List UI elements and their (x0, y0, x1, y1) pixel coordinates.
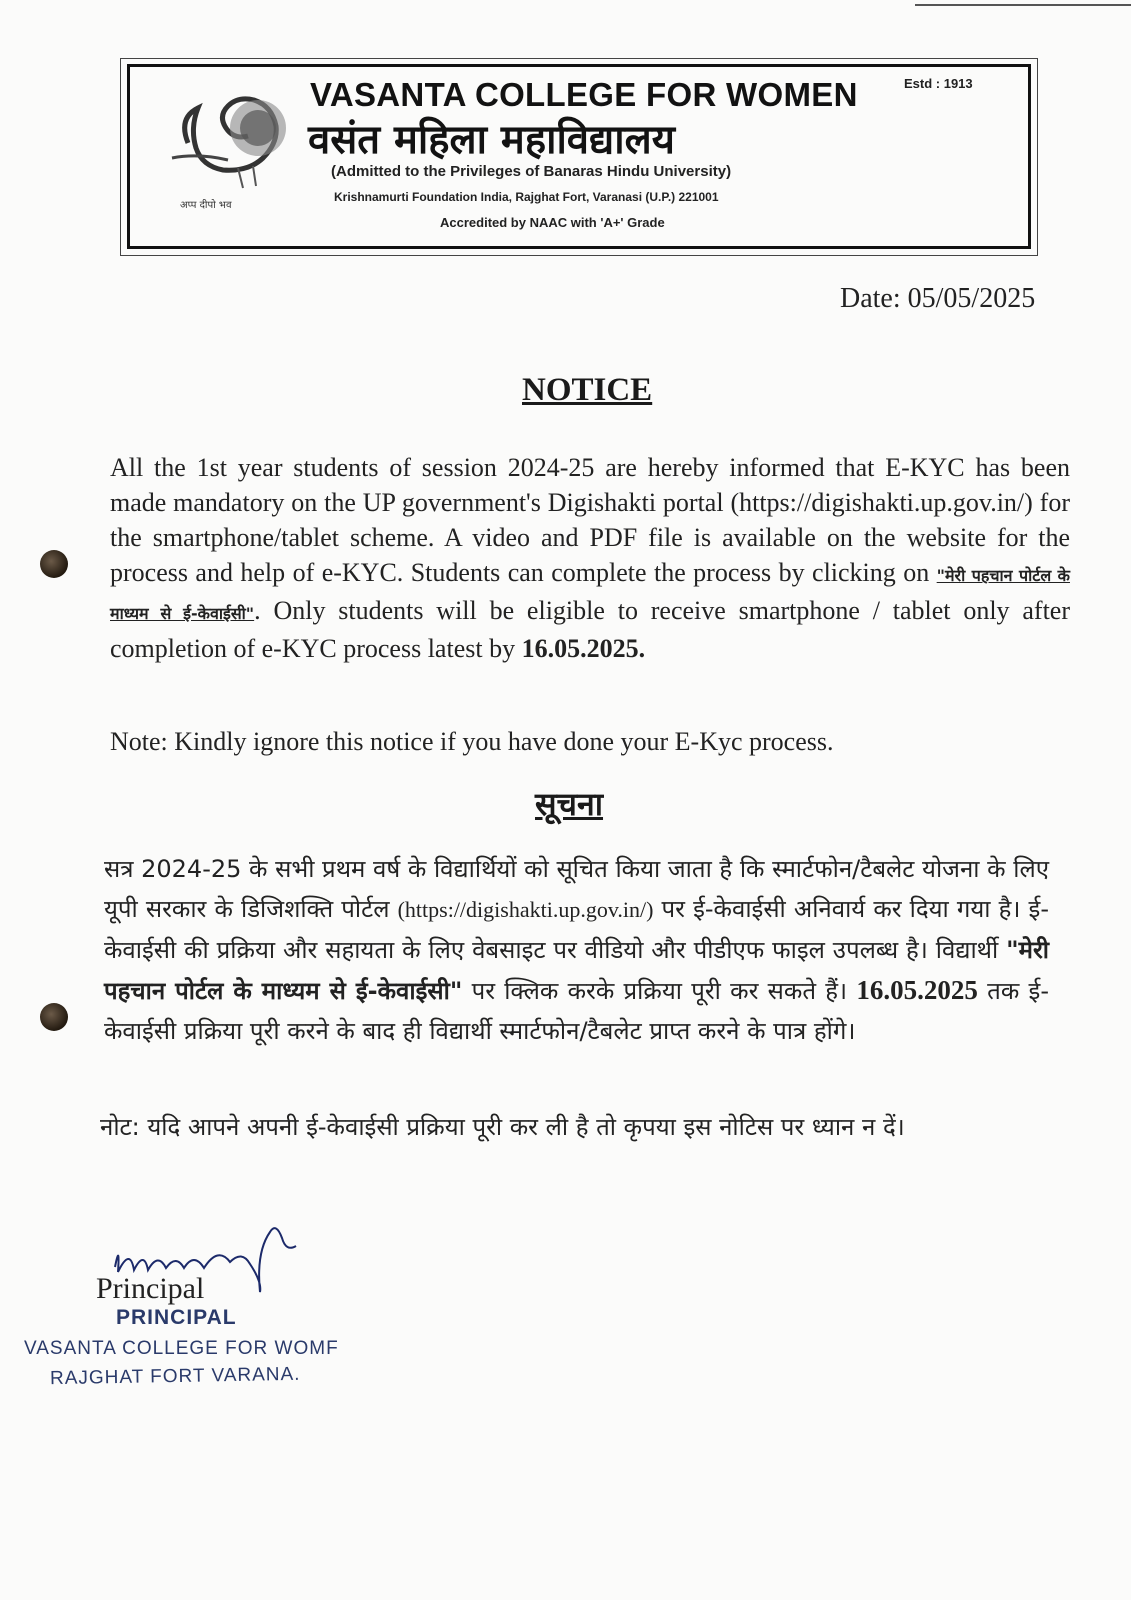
notice-deadline: 16.05.2025. (521, 634, 646, 663)
notice-text-part2: . Only students will be eligible to receive smartphone / tablet only after completion of e-KYC process latest by (110, 596, 1070, 663)
accreditation-line: Accredited by NAAC with 'A+' Grade (440, 215, 665, 230)
hindi-deadline: 16.05.2025 (856, 975, 978, 1005)
hindi-portal-url: (https://digishakti.up.gov.in/) (397, 897, 654, 922)
notice-note-english: Note: Kindly ignore this notice if you have done your E-Kyc process. (110, 727, 834, 756)
notice-body-english (110, 450, 1070, 666)
college-name-hindi: वसंत महिला महाविद्यालय (308, 117, 675, 163)
college-address: Krishnamurti Foundation India, Rajghat Fort, Varanasi (U.P.) 221001 (334, 190, 719, 204)
college-logo-icon (168, 88, 298, 198)
hindi-text-part1: सत्र 2024-25 के सभी प्रथम वर्ष के विद्यार्थियों को सूचित किया जाता है कि स्मार्टफोन/टैबलेट योजना के लिए यूपी सरकार के डिजिशक्ति पोर्टल (104, 855, 1049, 923)
college-name-english: VASANTA COLLEGE FOR WOMEN (310, 76, 858, 113)
punch-hole-bottom (40, 1003, 68, 1031)
hindi-text-part4: तक ई-केवाईसी प्रक्रिया पूरी करने के बाद ही विद्यार्थी स्मार्टफोन/टैबलेट प्राप्त करने के पात्र होंगे। (104, 977, 1049, 1045)
notice-note-hindi: नोट: यदि आपने अपनी ई-केवाईसी प्रक्रिया पूरी कर ली है तो कृपया इस नोटिस पर ध्यान न दें। (100, 1113, 905, 1141)
punch-hole-top (40, 550, 68, 578)
hindi-kyc-link-text: "मेरी पहचान पोर्टल के माध्यम से ई-केवाईसी" (104, 936, 1049, 1005)
hindi-text-part2: पर ई-केवाईसी अनिवार्य कर दिया गया है। ई-केवाईसी की प्रक्रिया और सहायता के लिए वेबसाइट पर वीडियो और पीडीएफ फाइल उपलब्ध है। विद्यार्थी (104, 895, 1049, 964)
college-motto: अप्प दीपो भव (180, 200, 232, 211)
hindi-text-part3: पर क्लिक करके प्रक्रिया पूरी कर सकते हैं। (462, 977, 857, 1005)
notice-text-part1: All the 1st year students of session 2024-25 are hereby informed that E-KYC has been made mandatory on the UP government's Digishakti portal (https://digishakti.up.gov.in/) for the smartphone/tablet scheme. A video and PDF file is available on the website for the process and help of e-KYC. Students can complete the process by clicking on (110, 453, 1070, 587)
notice-title: NOTICE (522, 372, 653, 408)
stamp-line-college: VASANTA COLLEGE FOR WOMF (24, 1338, 339, 1359)
paper-edge-line (915, 4, 1131, 6)
established-year: Estd : 1913 (904, 76, 973, 91)
suchna-title: सूचना (535, 785, 604, 823)
notice-date: Date: 05/05/2025 (840, 283, 1036, 314)
signatory-title: Principal (96, 1272, 205, 1305)
notice-body-hindi (104, 849, 1049, 1051)
affiliation-line: (Admitted to the Privileges of Banaras Hindu University) (331, 163, 732, 180)
kyc-portal-link-text: "मेरी पहचान पोर्टल के माध्यम से ई-केवाईसी" (110, 566, 1070, 623)
stamp-line-address: RAJGHAT FORT VARANA. (49, 1363, 301, 1390)
stamp-line-principal: PRINCIPAL (116, 1306, 237, 1329)
